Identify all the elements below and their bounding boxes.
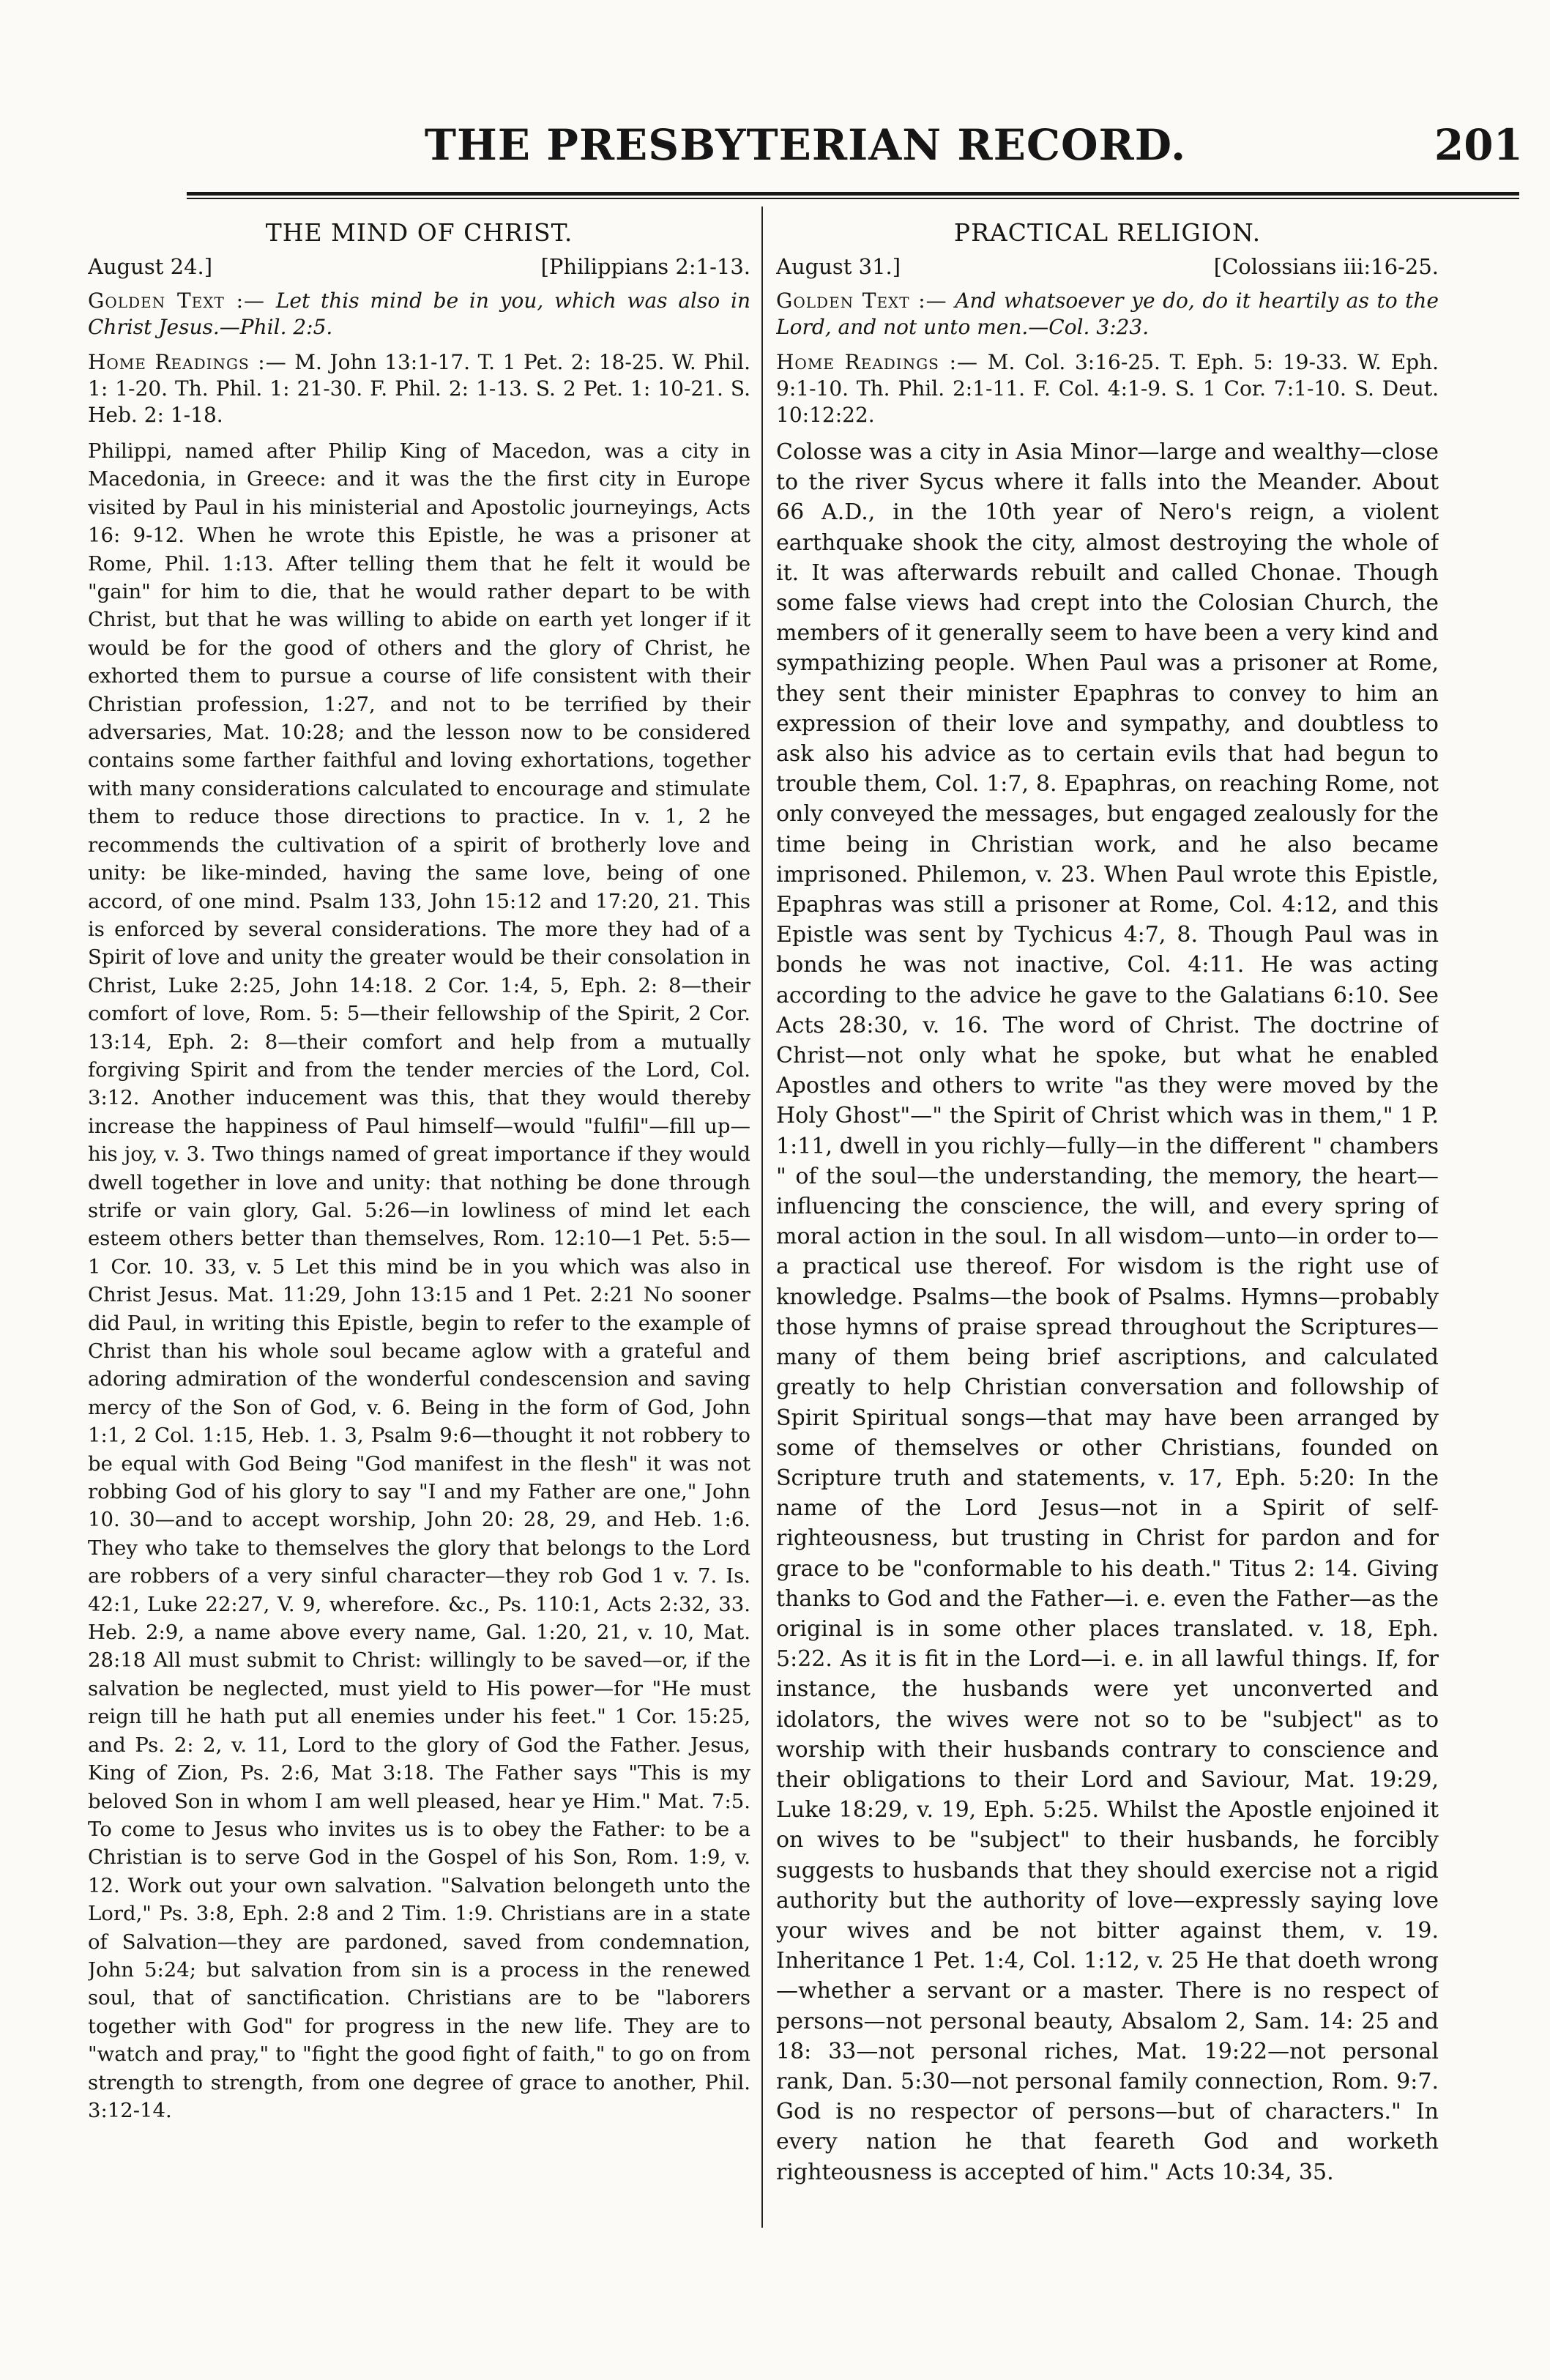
lesson-heading: PRACTICAL RELIGION. — [953, 218, 1262, 247]
golden-text — [88, 288, 750, 341]
lesson-reference: [Colossians iii:16-25. — [1213, 254, 1439, 279]
lesson-date: August 24.] — [88, 254, 213, 279]
lesson-heading: THE MIND OF CHRIST. — [265, 218, 573, 247]
home-readings — [776, 349, 1439, 428]
lesson-date: August 31.] — [776, 254, 901, 279]
column-divider — [761, 207, 763, 2228]
home-readings-list: M. Col. 3:16-25. T. Eph. 5: 19-33. W. Eph. 9:1-10. Th. Phil. 2:1-11. F. Col. 4:1-9. S. 1 Cor. 7:1-10. S. Deut. 10:12:22. — [776, 350, 1439, 427]
home-readings-list: M. John 13:1-17. T. 1 Pet. 2: 18-25. W. Phil. 1: 1-20. Th. Phil. 1: 21-30. F. Phil. 2: 1-13. S. 2 Pet. 1: 10-21. S. Heb. 2: 1-18. — [88, 350, 750, 427]
home-readings — [88, 349, 750, 428]
right-column — [776, 211, 1439, 2217]
home-readings-label: Home Readings :— — [88, 350, 287, 374]
left-column — [88, 211, 750, 2217]
lesson-body: Philippi, named after Philip King of Macedon, was a city in Macedonia, in Greece: and it was the the first city in Europe visited by Paul in his ministerial and Apostolic journeyings, Acts 16: 9-12. When he wrote this Epistle, he was a prisoner at Rome, Phil. 1:13. After telling them that he felt it would be "gain" for him to die, that he would rather depart to be with Christ, but that he was willing to abide on earth yet longer if it would be for the good of others and the glory of Christ, he exhorted them to pursue a course of life consistent with their Christian profession, 1:27, and not to be terrified by their adversaries, Mat. 10:28; and the lesson now to be considered contains some farther faithful and loving exhortations, together with many considerations calculated to encourage and stimulate them to reduce those directions to practice. In v. 1, 2 he recommends the cultivation of a spirit of brotherly love and unity: be like-minded, having the same love, being of one accord, of one mind. Psalm 133, John 15:12 and 17:20, 21. This is enforced by several considerations. The more they had of a Spirit of love and unity the greater would be their consolation in Christ, Luke 2:25, John 14:18. 2 Cor. 1:4, 5, Eph. 2: 8—their comfort of love, Rom. 5: 5—their fellowship of the Spirit, 2 Cor. 13:14, Eph. 2: 8—their comfort and help from a mutually forgiving Spirit and from the tender mercies of the Lord, Col. 3:12. Another inducement was this, that they would thereby increase the happiness of Paul himself—would "fulfil"—fill up—his joy, v. 3. Two things named of great importance if they would dwell together in love and unity: that nothing be done through strife or vain glory, Gal. 5:26—in lowliness of mind let each esteem others better than themselves, Rom. 12:10—1 Pet. 5:5—1 Cor. 10. 33, v. 5 Let this mind be in you which was also in Christ Jesus. Mat. 11:29, John 13:15 and 1 Pet. 2:21 No sooner did Paul, in writing this Epistle, begin to refer to the example of Christ than his whole soul became aglow with a grateful and adoring admiration of the wonderful condescension and saving mercy of the Son of God, v. 6. Being in the form of God, John 1:1, 2 Col. 1:15, Heb. 1. 3, Psalm 9:6—thought it not robbery to be equal with God Being "God manifest in the flesh" it was not robbing God of his glory to say "I and my Father are one," John 10. 30—and to accept worship, John 20: 28, 29, and Heb. 1:6. They who take to themselves the glory that belongs to the Lord are robbers of a very sinful character—they rob God 1 v. 7. Is. 42:1, Luke 22:27, V. 9, wherefore. &c., Ps. 110:1, Acts 2:32, 33. Heb. 2:9, a name above every name, Gal. 1:20, 21, v. 10, Mat. 28:18 All must submit to Christ: willingly to be saved—or, if the salvation be neglected, must yield to His power—for "He must reign till he hath put all enemies under his feet." 1 Cor. 15:25, and Ps. 2: 2, v. 11, Lord to the glory of God the Father. Jesus, King of Zion, Ps. 2:6, Mat 3:18. The Father says "This is my beloved Son in whom I am well pleased, hear ye Him." Mat. 7:5. To come to Jesus who invites us is to obey the Father: to be a Christian is to serve God in the Gospel of his Son, Rom. 1:9, v. 12. Work out your own salvation. "Salvation belongeth unto the Lord," Ps. 3:8, Eph. 2:8 and 2 Tim. 1:9. Christians are in a state of Salvation—they are pardoned, saved from condemnation, John 5:24; but salvation from sin is a process in the renewed soul, that of sanctification. Christians are to be "laborers together with God" for progress in the new life. They are to "watch and pray," to "fight the good fight of faith," to go on from strength to strength, from one degree of grace to another, Phil. 3:12-14. — [88, 439, 750, 2122]
page-number: 201 — [1434, 120, 1523, 170]
golden-text-body: Let this mind be in you, which was also in Christ Jesus.—Phil. 2:5. — [88, 289, 750, 339]
golden-text-body: And whatsoever ye do, do it heartily as to the Lord, and not unto men.—Col. 3:23. — [776, 289, 1439, 339]
golden-text-label: Golden Text :— — [776, 289, 947, 313]
lesson-reference: [Philippians 2:1-13. — [540, 254, 750, 279]
lesson-meta — [88, 254, 750, 279]
header-rule-thin — [187, 198, 1519, 199]
golden-text — [776, 288, 1439, 341]
home-readings-label: Home Readings :— — [776, 350, 979, 374]
page-header — [88, 110, 1523, 176]
lesson-body: Colosse was a city in Asia Minor—large and wealthy—close to the river Sycus where it falls into the Meander. About 66 A.D., in the 10th year of Nero's reign, a violent earthquake shook the city, almost destroying the whole of it. It was afterwards rebuilt and called Chonae. Though some false views had crept into the Colosian Church, the members of it generally seem to have been a very kind and sympathizing people. When Paul was a prisoner at Rome, they sent their minister Epaphras to convey to him an expression of their love and sympathy, and doubtless to ask also his advice as to certain evils that had begun to trouble them, Col. 1:7, 8. Epaphras, on reaching Rome, not only conveyed the messages, but engaged zealously for the time being in Christian work, and he also became imprisoned. Philemon, v. 23. When Paul wrote this Epistle, Epaphras was still a prisoner at Rome, Col. 4:12, and this Epistle was sent by Tychicus 4:7, 8. Though Paul was in bonds he was not inactive, Col. 4:11. He was acting according to the advice he gave to the Galatians 6:10. See Acts 28:30, v. 16. The word of Christ. The doctrine of Christ—not only what he spoke, but what he enabled Apostles and others to write "as they were moved by the Holy Ghost"—" the Spirit of Christ which was in them," 1 P. 1:11, dwell in you richly—fully—in the different " chambers " of the soul—the understanding, the memory, the heart—influencing the conscience, the will, and every spring of moral action in the soul. In all wisdom—unto—in order to—a practical use thereof. For wisdom is the right use of knowledge. Psalms—the book of Psalms. Hymns—probably those hymns of praise spread throughout the Scriptures—many of them being brief ascriptions, and calculated greatly to help Christian conversation and followship of Spirit Spiritual songs—that may have been arranged by some of themselves or other Christians, founded on Scripture truth and statements, v. 17, Eph. 5:20: In the name of the Lord Jesus—not in a Spirit of self-righteousness, but trusting in Christ for pardon and for grace to be "conformable to his death." Titus 2: 14. Giving thanks to God and the Father—i. e. even the Father—as the original is in some other places translated. v. 18, Eph. 5:22. As it is fit in the Lord—i. e. in all lawful things. If, for instance, the husbands were yet unconverted and idolators, the wives were not so to be "subject" as to worship with their husbands contrary to conscience and their obligations to their Lord and Saviour, Mat. 19:29, Luke 18:29, v. 19, Eph. 5:25. Whilst the Apostle enjoined it on wives to be "subject" to their husbands, he forcibly suggests to husbands that they should exercise not a rigid authority but the authority of love—expressly saying love your wives and be not bitter against them, v. 19. Inheritance 1 Pet. 1:4, Col. 1:12, v. 25 He that doeth wrong—whether a servant or a master. There is no respect of persons—not personal beauty, Absalom 2, Sam. 14: 25 and 18: 33—not personal riches, Mat. 19:22—not personal rank, Dan. 5:30—not personal family connection, Rom. 9:7. God is no respector of persons—but of characters." In every nation he that feareth God and worketh righteousness is accepted of him." Acts 10:34, 35. — [776, 439, 1439, 2185]
lesson-meta — [776, 254, 1439, 279]
header-rule — [187, 192, 1519, 196]
golden-text-label: Golden Text :— — [88, 289, 266, 313]
running-title: THE PRESBYTERIAN RECORD. — [424, 120, 1187, 170]
